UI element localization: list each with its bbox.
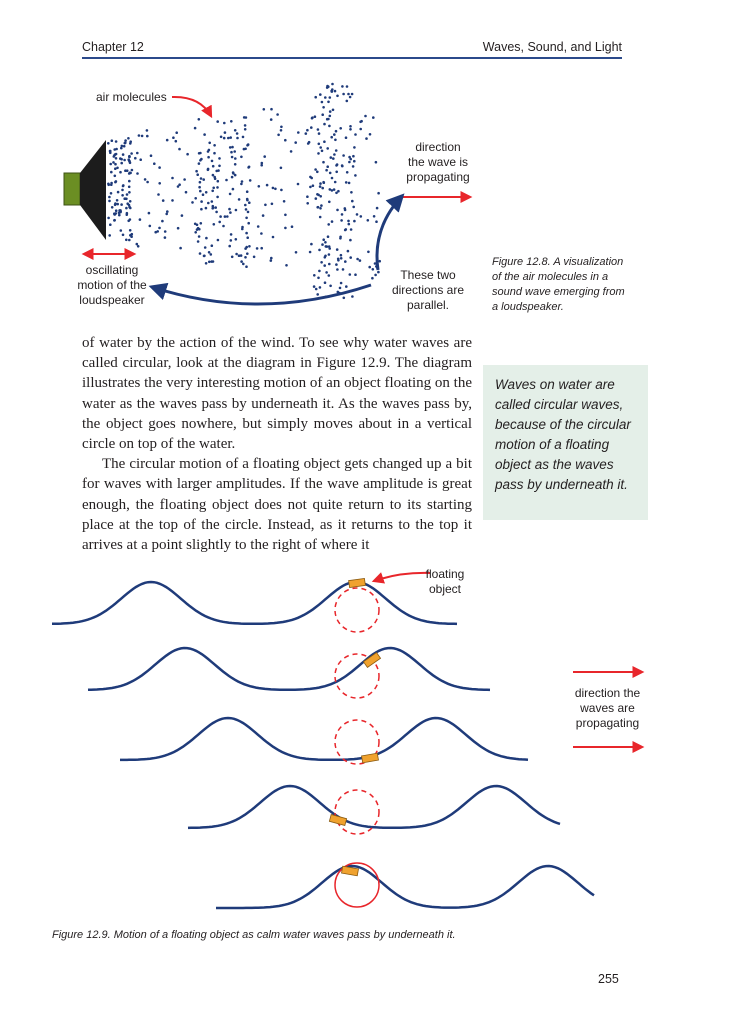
waves-direction-line-2: waves are [580, 701, 635, 715]
parallel-line-3: parallel. [406, 298, 450, 312]
floating-object [349, 578, 366, 587]
caption-line-2: of the air molecules in a [492, 271, 609, 283]
chapter-label: Chapter 12 [82, 40, 144, 54]
floating-object-label [405, 567, 485, 597]
chapter-title: Waves, Sound, and Light [482, 40, 622, 54]
water-wave-line [188, 786, 560, 828]
floating-object [362, 753, 379, 763]
figure-12-9-caption: Figure 12.9. Motion of a floating object as calm water waves pass by underneath it. [52, 929, 456, 941]
caption-line-3: sound wave emerging from [492, 286, 625, 298]
water-wave-line [216, 866, 594, 908]
wave-rows [52, 578, 594, 908]
parallel-line-2: directions are [391, 283, 465, 297]
direction-line-3: propagating [406, 170, 470, 184]
water-wave-line [120, 718, 528, 760]
sidebar-callout: Waves on water are called circular waves, because of the circular motion of a floating object as the waves pass by underneath it. [483, 365, 648, 520]
caption-line-4: a loudspeaker. [492, 301, 564, 313]
water-wave-line [52, 582, 457, 624]
motion-circle [335, 588, 379, 632]
direction-line-2: the wave is [407, 155, 469, 169]
parallel-line-1: These two [400, 268, 456, 282]
floating-line-2: object [428, 582, 462, 596]
waves-direction-label [560, 686, 655, 731]
oscillating-line-2: motion of the [77, 278, 147, 292]
waves-direction-line-3: propagating [575, 716, 640, 730]
oscillating-line-1: oscillating [85, 263, 139, 277]
air-molecules-label: air molecules [96, 90, 167, 104]
water-wave-line [88, 648, 490, 690]
paragraph-2: The circular motion of a floating object gets changed up a bit for waves with larger amplitudes. If the wave amplitude is great enough, the floating object does not quite return to its starting place at the top of the circle. Instead, as it returns to the top it arrives at a point slightly to the right of where it [82, 456, 472, 554]
waves-direction-line-1: direction the [574, 686, 641, 700]
floating-line-1: floating [425, 567, 465, 581]
floating-object [329, 815, 346, 826]
paragraph-1: of water by the action of the wind. To see why water waves are called circular, look at the diagram in Figure 12.9. The diagram illustrates the very interesting motion of an object floating on the water as the waves pass by underneath it. As the waves pass by, the object goes nowhere, but simply moves about in a vertical circle on top of the water. [82, 335, 472, 453]
page-number: 255 [598, 972, 619, 986]
caption-line-1: Figure 12.8. A visualization [492, 256, 624, 268]
direction-line-1: direction [415, 140, 461, 154]
oscillating-line-3: loudspeaker [79, 293, 145, 307]
